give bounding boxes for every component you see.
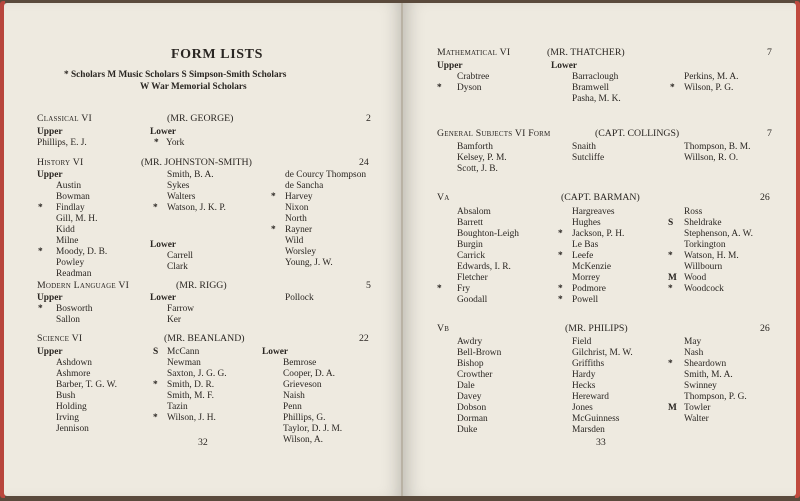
vb-name-entry: Swinney (684, 381, 717, 391)
science-lower-label: Lower (262, 347, 289, 357)
vb-name-entry: McGuinness (572, 414, 620, 424)
general-form-master: (CAPT. COLLINGS) (595, 128, 680, 139)
classical-form-master: (MR. GEORGE) (167, 113, 234, 124)
maths-lower-label: Lower (551, 61, 578, 71)
maths-name-entry: Crabtree (457, 72, 490, 82)
va-name-entry: Watson, H. M. (684, 251, 739, 261)
science-name-entry: Smith, M. F. (167, 391, 214, 401)
vb-name-entry: Dorman (457, 414, 488, 424)
va-name-entry: Le Bas (572, 240, 599, 250)
history-name-entry: Readman (56, 269, 92, 279)
general-form-count: 7 (767, 128, 772, 139)
va-name-entry: Carrick (457, 251, 486, 261)
vb-name-entry: Marsden (572, 425, 605, 435)
history-name-entry: de Courcy Thompson (285, 170, 367, 180)
science-name-entry: Tazin (167, 402, 188, 412)
va-mark: * (668, 251, 673, 261)
modern-form-name: Modern Language VI (37, 280, 130, 291)
va-mark: * (437, 284, 442, 294)
history-name-entry: Clark (167, 262, 188, 272)
history-name-entry: Nixon (285, 203, 309, 213)
maths-form-count: 7 (767, 47, 772, 58)
va-form-name: Va (437, 192, 450, 203)
page-number-left: 32 (198, 437, 208, 448)
science-name-entry: Phillips, G. (283, 413, 326, 423)
history-name-entry: Walters (167, 192, 196, 202)
history-upper-label: Upper (37, 170, 63, 180)
maths-name-entry: Perkins, M. A. (684, 72, 739, 82)
science-form-count: 22 (359, 333, 369, 344)
va-mark: * (558, 295, 563, 305)
maths-name-entry: Pasha, M. K. (572, 94, 621, 104)
va-name-entry: Fry (457, 284, 471, 294)
science-form-name: Science VI (37, 333, 83, 344)
history-name-entry: Milne (56, 236, 79, 246)
vb-name-entry: Hecks (572, 381, 596, 391)
vb-name-entry: Towler (684, 403, 711, 413)
va-name-entry: Leefe (572, 251, 594, 261)
general-name-entry: Snaith (572, 142, 596, 152)
vb-name-entry: Field (572, 337, 592, 347)
legend-line-2: W War Memorial Scholars (140, 82, 247, 92)
science-name-entry: Newman (167, 358, 201, 368)
modern-form-master: (MR. RIGG) (176, 280, 227, 291)
history-form-count: 24 (359, 157, 369, 168)
science-name-entry: Barber, T. G. W. (56, 380, 117, 390)
classical-form-name: Classical VI (37, 113, 92, 124)
vb-name-entry: Walter (684, 414, 709, 424)
science-mark: S (153, 347, 159, 357)
vb-name-entry: Bell-Brown (457, 348, 502, 358)
vb-form-master: (MR. PHILIPS) (565, 323, 628, 334)
classical-upper-label: Upper (37, 127, 63, 137)
vb-name-entry: Gilchrist, M. W. (572, 348, 633, 358)
maths-mark: * (670, 83, 675, 93)
vb-name-entry: Nash (684, 348, 704, 358)
history-name-entry: Watson, J. K. P. (167, 203, 226, 213)
vb-name-entry: Sheardown (684, 359, 727, 369)
vb-form-count: 26 (760, 323, 770, 334)
history-name-entry: Sykes (167, 181, 190, 191)
va-name-entry: Podmore (572, 284, 606, 294)
vb-name-entry: Dobson (457, 403, 487, 413)
vb-name-entry: Smith, M. A. (684, 370, 733, 380)
vb-name-entry: Crowther (457, 370, 493, 380)
history-form-name: History VI (37, 157, 84, 168)
history-name-entry: Harvey (285, 192, 313, 202)
science-name-entry: Wilson, J. H. (167, 413, 216, 423)
history-lower-label: Lower (150, 240, 177, 250)
history-mark: * (38, 247, 43, 257)
va-name-entry: Ross (684, 207, 703, 217)
history-name-entry: Rayner (285, 225, 313, 235)
va-name-entry: Stephenson, A. W. (684, 229, 754, 239)
science-name-entry: Bush (56, 391, 76, 401)
maths-name-entry: Bramwell (572, 83, 609, 93)
maths-name-entry: Dyson (457, 83, 482, 93)
science-mark: * (153, 413, 158, 423)
history-name-entry: North (285, 214, 307, 224)
general-name-entry: Bamforth (457, 142, 493, 152)
va-name-entry: Edwards, I. R. (457, 262, 511, 272)
page-title: FORM LISTS (171, 47, 263, 62)
history-name-entry: Carrell (167, 251, 194, 261)
va-name-entry: Torkington (684, 240, 726, 250)
history-name-entry: Bowman (56, 192, 90, 202)
classical-lower-label: Lower (150, 127, 177, 137)
history-name-entry: Smith, B. A. (167, 170, 214, 180)
maths-form-name: Mathematical VI (437, 47, 511, 58)
va-name-entry: Willbourn (684, 262, 723, 272)
science-name-entry: McCann (167, 347, 200, 357)
general-name-entry: Sutcliffe (572, 153, 605, 163)
history-mark: * (38, 203, 43, 213)
modern-upper-label: Upper (37, 293, 63, 303)
general-name-entry: Willson, R. O. (684, 153, 739, 163)
classical-mark: * (154, 138, 159, 148)
vb-name-entry: Dale (457, 381, 475, 391)
maths-name-entry: Barraclough (572, 72, 619, 82)
va-name-entry: Boughton-Leigh (457, 229, 519, 239)
general-name-entry: Thompson, B. M. (684, 142, 751, 152)
modern-form-count: 5 (366, 280, 371, 291)
vb-name-entry: Hereward (572, 392, 609, 402)
va-mark: * (558, 284, 563, 294)
science-name-entry: Grieveson (283, 380, 322, 390)
vb-name-entry: Griffiths (572, 359, 605, 369)
vb-mark: M (668, 403, 677, 413)
modern-name-entry: Sallon (56, 315, 80, 325)
history-name-entry: Worsley (285, 247, 317, 257)
science-name-entry: Saxton, J. G. G. (167, 369, 227, 379)
history-name-entry: Young, J. W. (285, 258, 333, 268)
history-name-entry: Gill, M. H. (56, 214, 98, 224)
science-name-entry: Wilson, A. (283, 435, 323, 445)
va-name-entry: Woodcock (684, 284, 724, 294)
va-name-entry: Jackson, P. H. (572, 229, 625, 239)
history-name-entry: Powley (56, 258, 85, 268)
va-form-master: (CAPT. BARMAN) (561, 192, 640, 203)
history-mark: * (271, 225, 276, 235)
science-name-entry: Smith, D. R. (167, 380, 215, 390)
vb-form-name: Vb (437, 323, 450, 334)
history-name-entry: de Sancha (285, 181, 324, 191)
vb-mark: * (668, 359, 673, 369)
science-upper-label: Upper (37, 347, 63, 357)
science-name-entry: Irving (56, 413, 79, 423)
history-mark: * (153, 203, 158, 213)
va-name-entry: Absalom (457, 207, 491, 217)
va-name-entry: Barrett (457, 218, 484, 228)
general-form-name: General Subjects VI Form (437, 128, 551, 139)
vb-name-entry: May (684, 337, 702, 347)
science-form-master: (MR. BEANLAND) (164, 333, 245, 344)
va-mark: * (668, 284, 673, 294)
classical-name-entry: Phillips, E. J. (37, 138, 87, 148)
science-name-entry: Taylor, D. J. M. (283, 424, 343, 434)
maths-upper-label: Upper (437, 61, 463, 71)
va-name-entry: Goodall (457, 295, 488, 305)
vb-name-entry: Davey (457, 392, 482, 402)
va-form-count: 26 (760, 192, 770, 203)
vb-name-entry: Duke (457, 425, 478, 435)
modern-name-entry: Pollock (285, 293, 314, 303)
va-name-entry: Burgin (457, 240, 483, 250)
science-name-entry: Penn (283, 402, 302, 412)
science-name-entry: Bemrose (283, 358, 317, 368)
science-name-entry: Jennison (56, 424, 89, 434)
vb-name-entry: Jones (572, 403, 593, 413)
science-name-entry: Naish (283, 391, 305, 401)
vb-name-entry: Thompson, P. G. (684, 392, 747, 402)
general-name-entry: Kelsey, P. M. (457, 153, 507, 163)
classical-name-entry: York (166, 138, 185, 148)
legend-line-1: * Scholars M Music Scholars S Simpson-Smith Scholars (64, 70, 287, 80)
history-name-entry: Findlay (56, 203, 85, 213)
va-mark: * (558, 229, 563, 239)
va-name-entry: Hargreaves (572, 207, 615, 217)
vb-name-entry: Bishop (457, 359, 484, 369)
science-name-entry: Holding (56, 402, 87, 412)
history-form-master: (MR. JOHNSTON-SMITH) (141, 157, 252, 168)
science-name-entry: Ashmore (56, 369, 91, 379)
science-name-entry: Cooper, D. A. (283, 369, 335, 379)
history-name-entry: Kidd (56, 225, 75, 235)
va-mark: * (558, 251, 563, 261)
va-mark: M (668, 273, 677, 283)
vb-name-entry: Hardy (572, 370, 596, 380)
page-number-right: 33 (596, 437, 606, 448)
history-name-entry: Austin (56, 181, 82, 191)
history-mark: * (271, 192, 276, 202)
maths-form-master: (MR. THATCHER) (547, 47, 625, 58)
modern-lower-label: Lower (150, 293, 177, 303)
right-page (403, 3, 796, 496)
va-name-entry: Powell (572, 295, 599, 305)
va-mark: S (668, 218, 674, 228)
general-name-entry: Scott, J. B. (457, 164, 498, 174)
left-page (4, 3, 403, 496)
maths-name-entry: Wilson, P. G. (684, 83, 734, 93)
va-name-entry: Sheldrake (684, 218, 722, 228)
science-mark: * (153, 380, 158, 390)
classical-form-count: 2 (366, 113, 371, 124)
history-name-entry: Moody, D. B. (56, 247, 108, 257)
vb-name-entry: Awdry (457, 337, 483, 347)
modern-name-entry: Farrow (167, 304, 195, 314)
va-name-entry: Wood (684, 273, 707, 283)
va-name-entry: Morrey (572, 273, 601, 283)
modern-name-entry: Bosworth (56, 304, 93, 314)
va-name-entry: Fletcher (457, 273, 488, 283)
va-name-entry: McKenzie (572, 262, 612, 272)
va-name-entry: Hughes (572, 218, 601, 228)
history-name-entry: Wild (285, 236, 304, 246)
modern-mark: * (38, 304, 43, 314)
maths-mark: * (437, 83, 442, 93)
modern-name-entry: Ker (167, 315, 182, 325)
science-name-entry: Ashdown (56, 358, 92, 368)
